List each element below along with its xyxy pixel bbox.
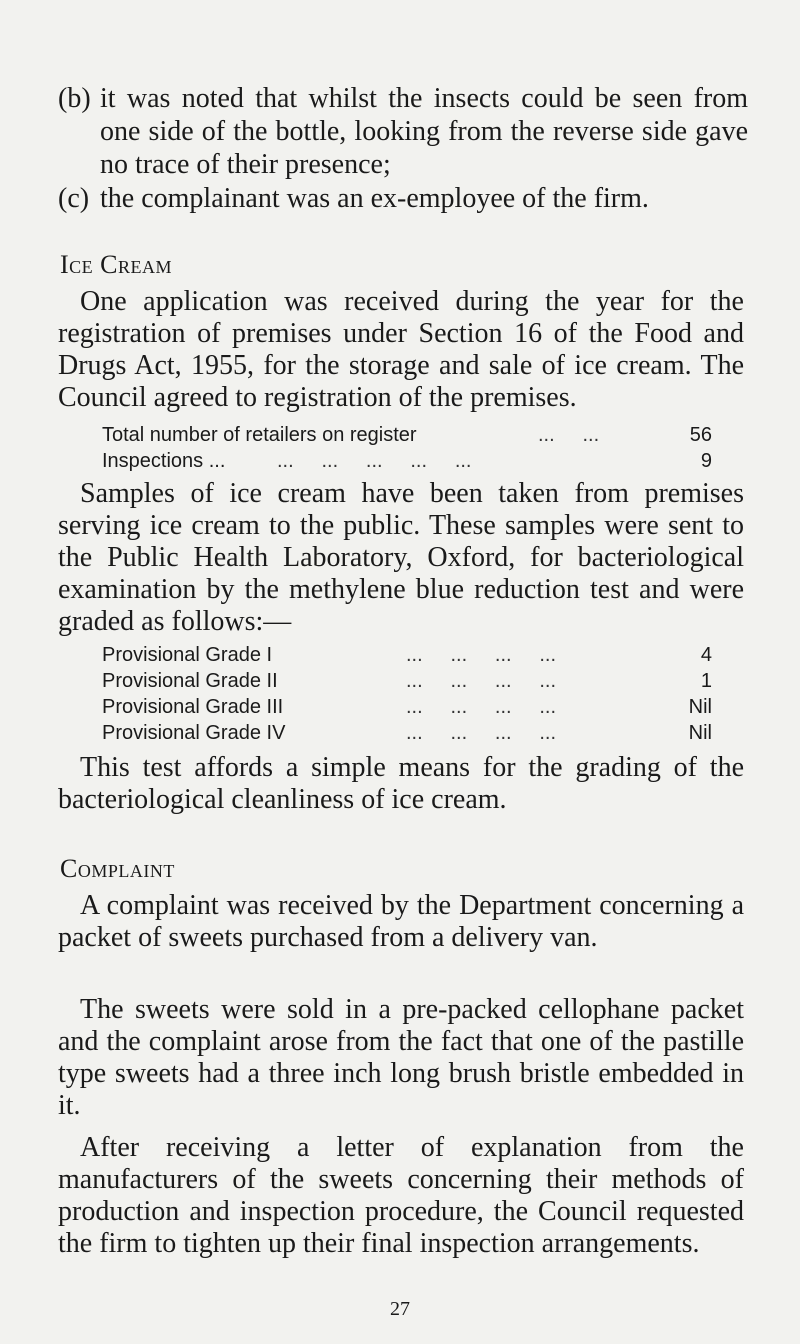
row-leader-dots: ... ... <box>538 424 600 446</box>
list-marker: (b) <box>58 83 91 114</box>
ice-cream-samples-paragraph <box>58 478 744 638</box>
register-table <box>102 422 712 474</box>
row-leader-dots: ... ... ... ... <box>406 696 557 718</box>
row-label: Provisional Grade IV <box>102 722 286 744</box>
row-leader-dots: ... ... ... ... <box>406 722 557 744</box>
row-leader-dots: ... ... ... ... <box>406 670 557 692</box>
row-label: Total number of retailers on register <box>102 424 417 446</box>
list-item-b <box>58 82 748 181</box>
table-row <box>102 668 712 694</box>
table-row <box>102 448 712 474</box>
complaint-paragraph-1 <box>58 890 744 954</box>
list-marker: (c) <box>58 183 90 214</box>
row-value: 4 <box>700 644 712 666</box>
page-number: 27 <box>390 1298 410 1320</box>
complaint-text-1: A complaint was received by the Department concerning a packet of sweets purchased from a delivery van. <box>58 890 744 953</box>
ice-cream-closing-paragraph <box>58 752 744 816</box>
section-heading-ice-cream: Ice Cream <box>60 250 173 279</box>
list-item-c <box>58 182 748 215</box>
ice-cream-intro-text: One application was received during the year for the registration of premises under Section 16 of the Food and Drugs Act, 1955, for the storage and sale of ice cream. The Council agreed to registration of the premises. <box>58 286 744 413</box>
row-value: Nil <box>688 696 712 718</box>
list-item-text: it was noted that whilst the insects could be seen from one side of the bottle, looking from the reverse side gave no trace of their presence; <box>100 83 748 180</box>
complaint-paragraph-2 <box>58 994 744 1122</box>
row-label: Provisional Grade II <box>102 670 278 692</box>
section-heading-complaint: Complaint <box>60 854 175 883</box>
complaint-paragraph-3 <box>58 1132 744 1260</box>
row-value: 1 <box>700 670 712 692</box>
row-leader-dots: ... ... ... ... ... <box>277 450 472 472</box>
row-value: 56 <box>689 424 712 446</box>
table-row <box>102 642 712 668</box>
table-row <box>102 694 712 720</box>
ice-cream-closing-text: This test affords a simple means for the grading of the bacteriological cleanliness of ice cream. <box>58 752 744 815</box>
table-row <box>102 422 712 448</box>
row-value: Nil <box>688 722 712 744</box>
ice-cream-samples-text: Samples of ice cream have been taken from premises serving ice cream to the public. These samples were sent to the Public Health Laboratory, Oxford, for bacteriological examination by the methylene blue reduction test and were graded as follows:— <box>58 478 744 637</box>
list-item-text: the complainant was an ex-employee of the firm. <box>100 183 649 214</box>
complaint-text-3: After receiving a letter of explanation from the manufacturers of the sweets concerning their methods of production and inspection procedure, the Council requested the firm to tighten up their final inspection arrangements. <box>58 1132 744 1259</box>
ice-cream-intro-paragraph <box>58 286 744 414</box>
table-row <box>102 720 712 746</box>
row-value: 9 <box>700 450 712 472</box>
grades-table <box>102 642 712 746</box>
complaint-text-2: The sweets were sold in a pre-packed cellophane packet and the complaint arose from the fact that one of the pastille type sweets had a three inch long brush bristle embedded in it. <box>58 994 744 1121</box>
row-label: Provisional Grade I <box>102 644 273 666</box>
row-label: Provisional Grade III <box>102 696 284 718</box>
row-leader-dots: ... ... ... ... <box>406 644 557 666</box>
row-label: Inspections ... <box>102 450 226 472</box>
